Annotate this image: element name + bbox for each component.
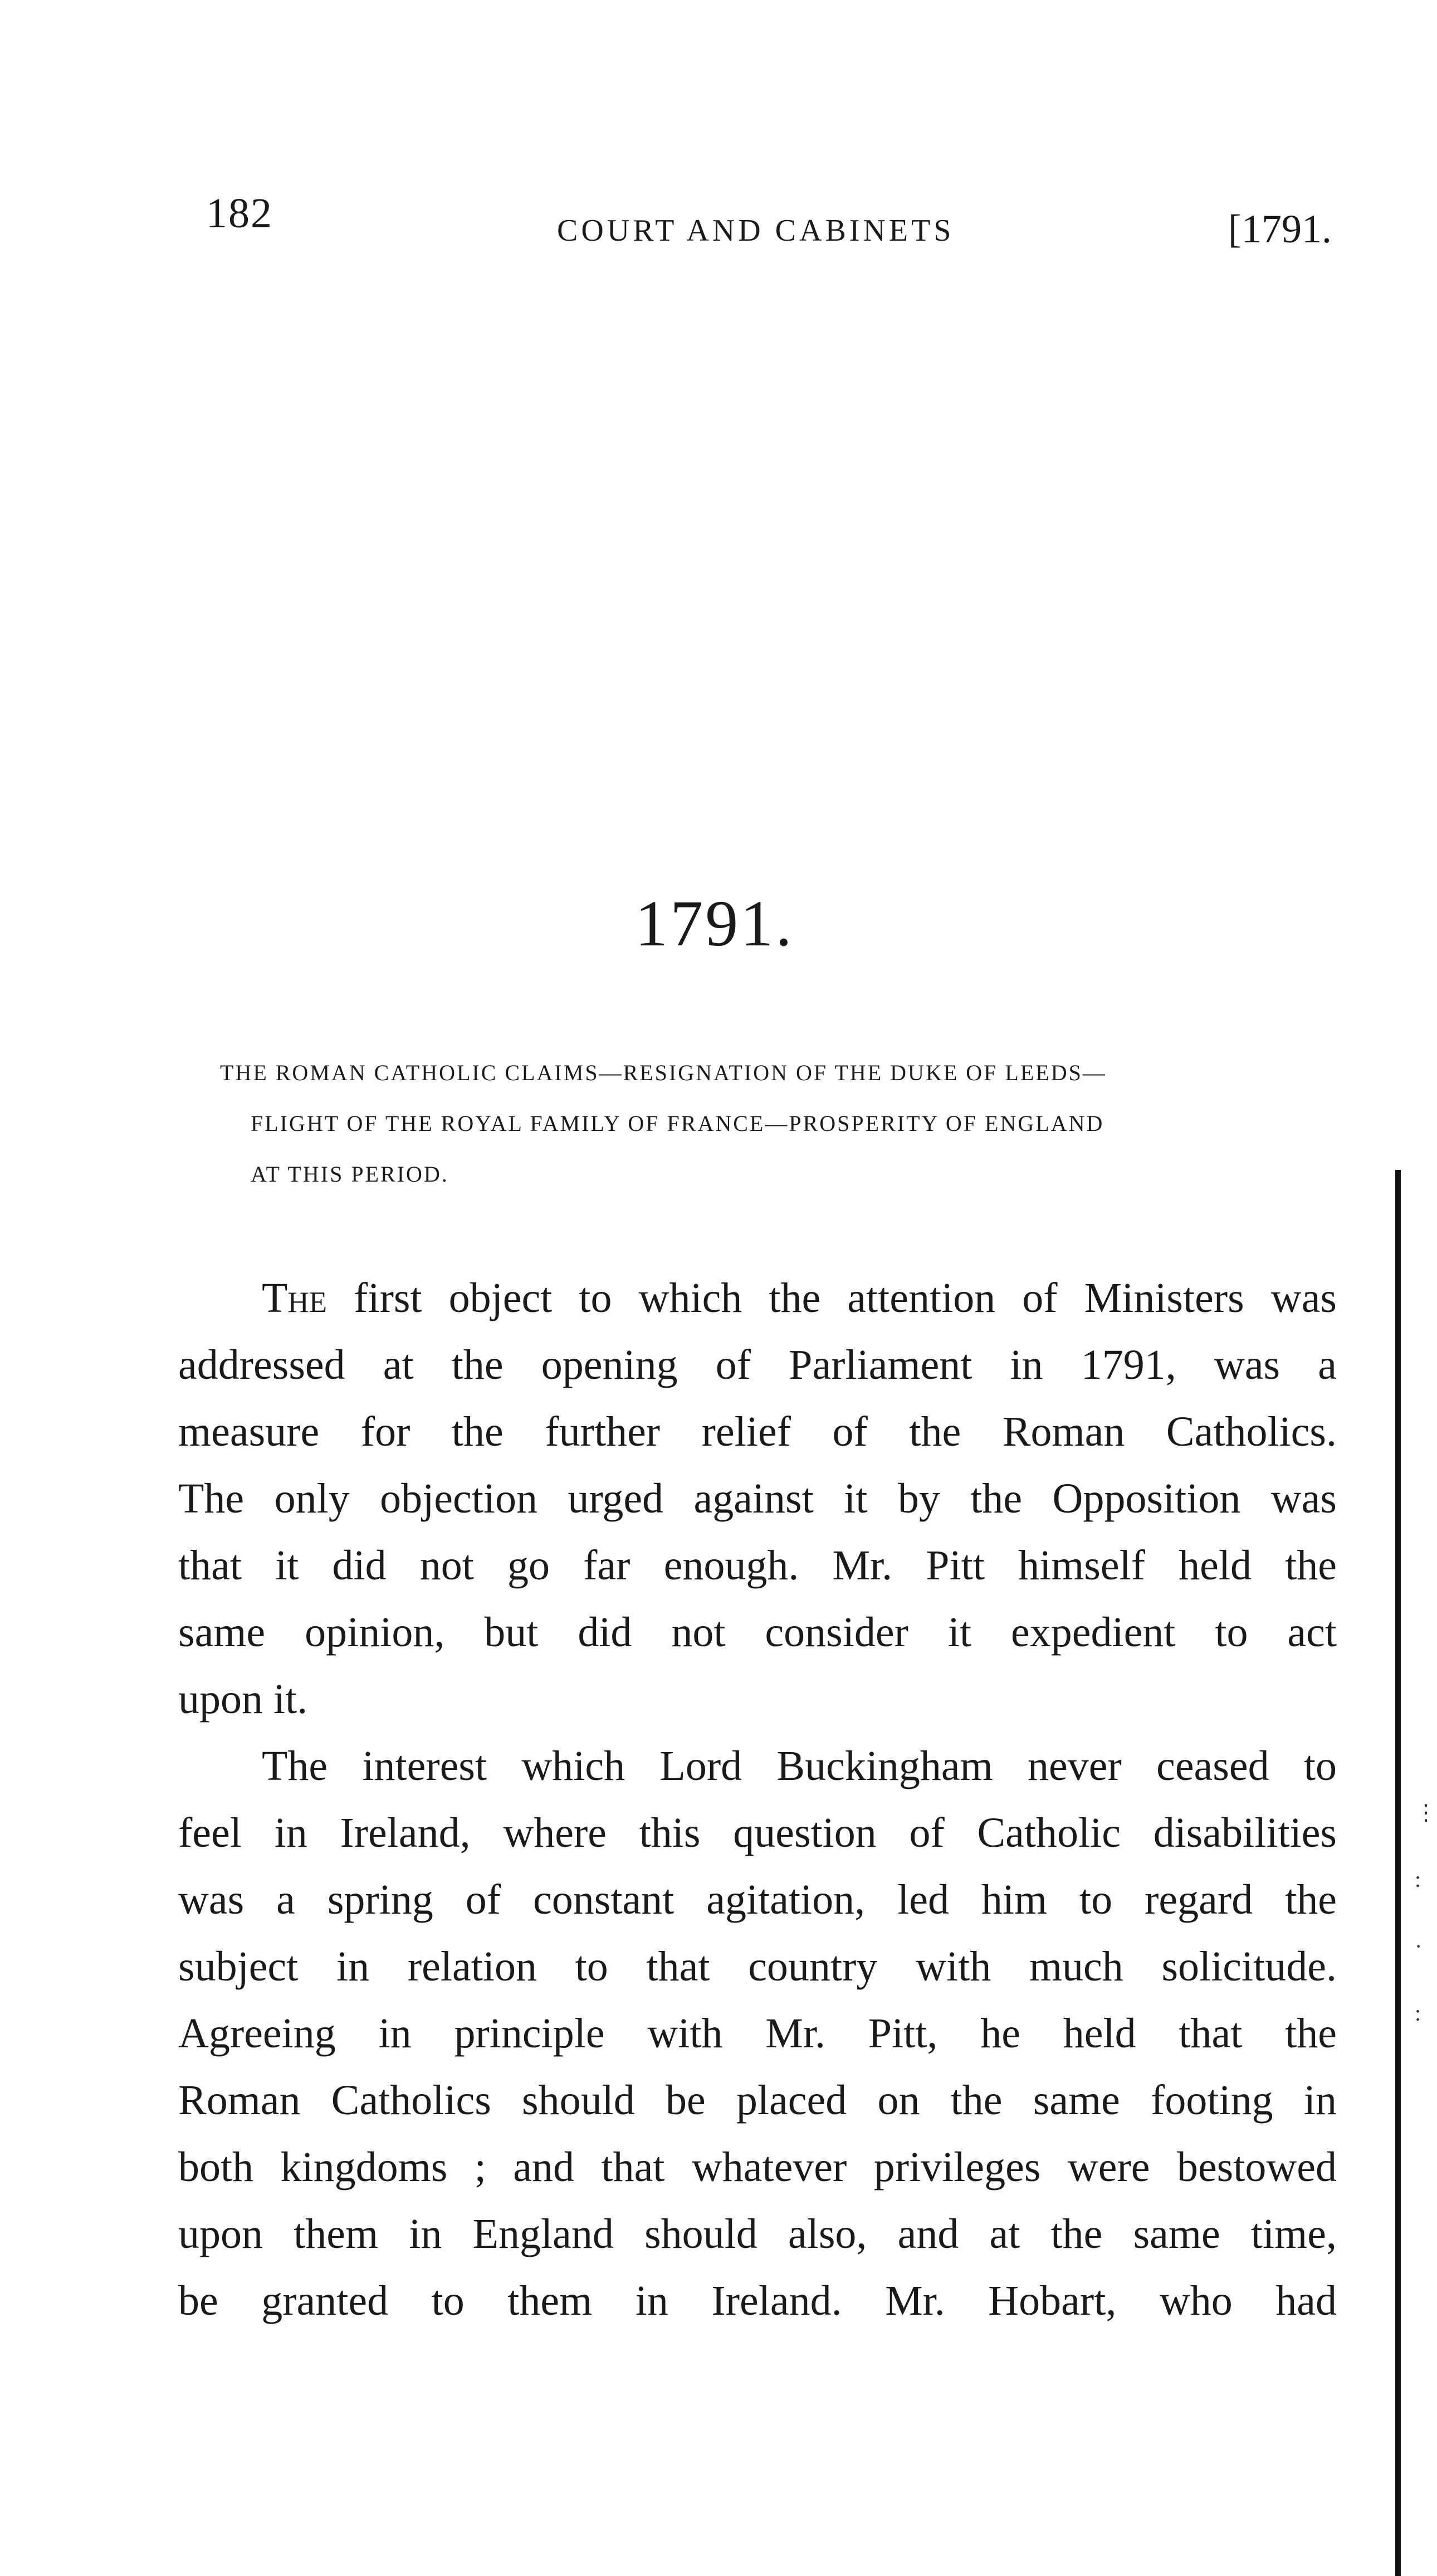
paragraph-line: Roman Catholics should be placed on the same footing in xyxy=(178,2077,1337,2124)
paragraph-line: Agreeing in principle with Mr. Pitt, he held that the xyxy=(178,2010,1337,2057)
paragraph xyxy=(178,1733,1337,2334)
paragraph-line: both kingdoms ; and that whatever privileges were bestowed xyxy=(178,2144,1337,2190)
margin-speck: : xyxy=(1415,2001,1421,2026)
paragraph-line: addressed at the opening of Parliament in 1791, was a xyxy=(178,1341,1337,1388)
paragraph-line: be granted to them in Ireland. Mr. Hobart, who had xyxy=(178,2277,1337,2324)
paragraph-line: same opinion, but did not consider it expedient to act xyxy=(178,1609,1337,1656)
margin-speck: : xyxy=(1415,1867,1421,1892)
margin-speck: · xyxy=(1415,1934,1423,1959)
chapter-year-heading: 1791. xyxy=(635,887,794,960)
paragraph-line: measure for the further relief of the Roman Catholics. xyxy=(178,1408,1337,1455)
summary-line: THE ROMAN CATHOLIC CLAIMS—RESIGNATION OF THE DUKE OF LEEDS— xyxy=(220,1060,1107,1085)
paragraph-line: The interest which Lord Buckingham never ceased to xyxy=(262,1743,1337,1789)
running-head xyxy=(0,189,1429,256)
paragraph-line: that it did not go far enough. Mr. Pitt himself held the xyxy=(178,1542,1337,1589)
summary-line: AT THIS PERIOD. xyxy=(251,1162,449,1187)
page-number: 182 xyxy=(206,190,273,237)
running-title: COURT AND CABINETS xyxy=(557,213,955,248)
paragraph-line: upon it. xyxy=(178,1676,308,1723)
paragraph xyxy=(178,1265,1337,1733)
margin-speck: ⋮ xyxy=(1415,1800,1437,1825)
paragraph-line-text: first object to which the attention of Ministers was xyxy=(327,1275,1337,1321)
paragraph-line xyxy=(178,1265,1337,1331)
body-text xyxy=(178,1265,1337,2334)
paragraph-line: upon them in England should also, and at the same time, xyxy=(178,2211,1337,2257)
paragraph-line: feel in Ireland, where this question of Catholic disabilities xyxy=(178,1809,1337,1856)
binding-edge-rule xyxy=(1395,1170,1401,2576)
paragraph-line: The only objection urged against it by the Opposition was xyxy=(178,1475,1337,1522)
paragraph-line: subject in relation to that country with much solicitude. xyxy=(178,1943,1337,1990)
paragraph-line: was a spring of constant agitation, led him to regard the xyxy=(178,1876,1337,1923)
chapter-summary xyxy=(220,1047,1328,1199)
paragraph-lead-word: The xyxy=(262,1275,328,1321)
summary-line: FLIGHT OF THE ROYAL FAMILY OF FRANCE—PROSPERITY OF ENGLAND xyxy=(251,1111,1104,1136)
running-year: [1791. xyxy=(1228,207,1332,251)
